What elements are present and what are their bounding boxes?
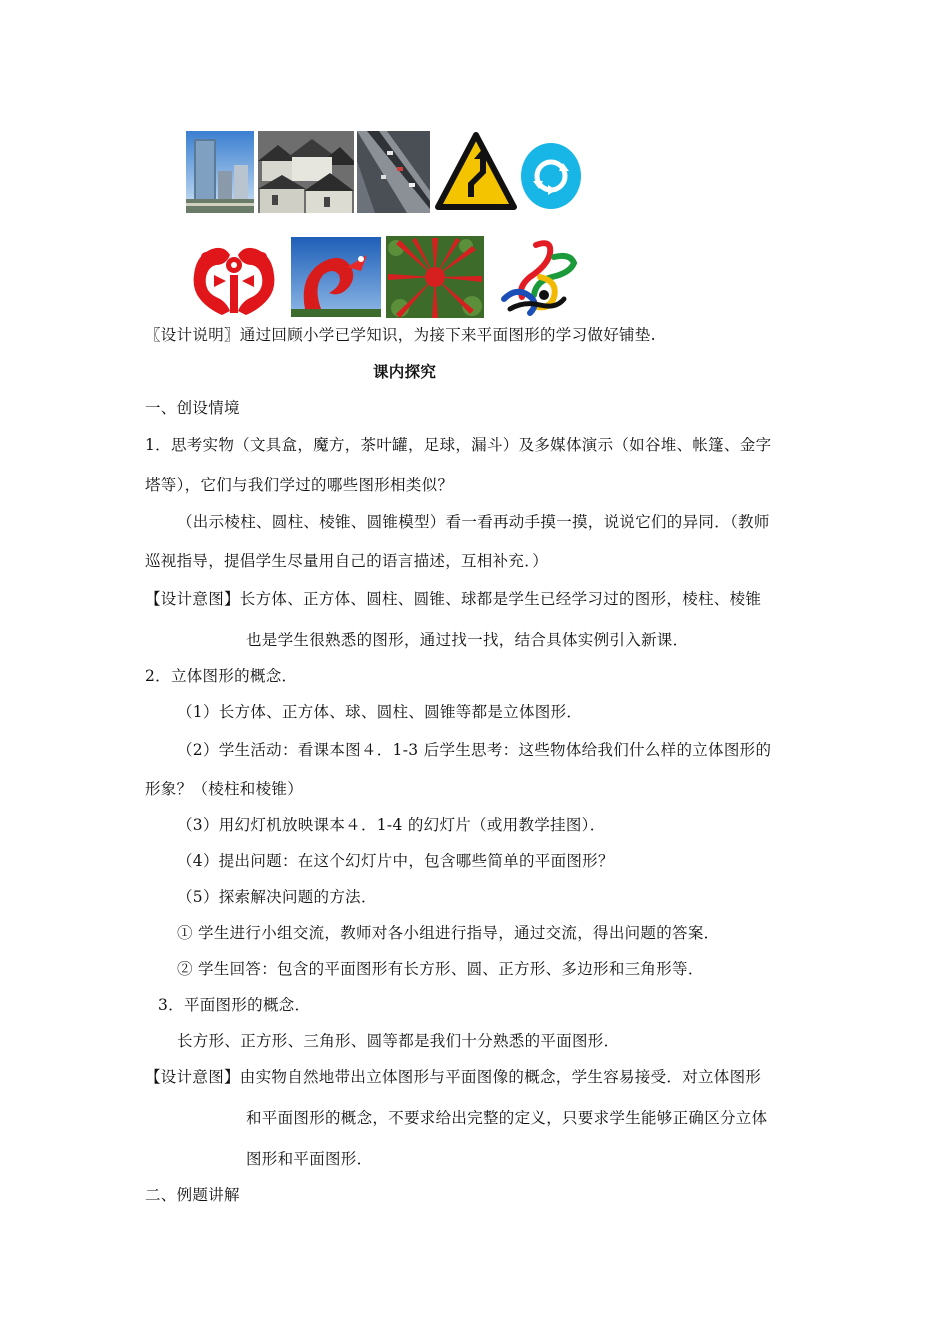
item1-para2-line1: （出示棱柱、圆柱、棱锥、圆锥模型）看一看再动手摸一摸，说说它们的异同．（教师 [177, 513, 770, 531]
part1-heading: 一、创设情境 [145, 399, 240, 417]
highway-photo [357, 131, 430, 213]
starfish-photo [386, 236, 484, 318]
design-intent-2-line3: 图形和平面图形． [246, 1150, 373, 1168]
winding-road-sign-icon [434, 131, 518, 213]
red-sculpture-photo [291, 237, 381, 317]
papercut-dragons-image [186, 235, 282, 318]
design-intent-1-line2: 也是学生很熟悉的图形，通过找一找，结合具体实例引入新课． [246, 631, 689, 649]
design-note: 〖设计说明〗通过回顾小学已学知识，为接下来平面图形的学习做好铺垫. [145, 326, 656, 344]
item1-line1: 1．思考实物（文具盒，魔方，茶叶罐，足球，漏斗）及多媒体演示（如谷堆、帐篷、金字 [145, 436, 772, 454]
design-intent-2-line1: 【设计意图】由实物自然地带出立体图形与平面图像的概念，学生容易接受．对立体图形 [145, 1068, 762, 1086]
ribbon-logo-image [500, 237, 580, 319]
item1-line2: 塔等），它们与我们学过的哪些图形相类似？ [145, 476, 454, 494]
design-intent-1-line1: 【设计意图】长方体、正方体、圆柱、圆锥、球都是学生已经学习过的图形，棱柱、棱锥 [145, 590, 762, 608]
item2-step2-line1: （2）学生活动：看课本图４．1-3 后学生思考：这些物体给我们什么样的立体图形的 [177, 741, 772, 759]
roundabout-sign-icon [520, 141, 582, 211]
item2-circle1: ① 学生进行小组交流，教师对各小组进行指导，通过交流，得出问题的答案． [177, 924, 720, 942]
item2-step4: （4）提出问题：在这个幻灯片中，包含哪些简单的平面图形？ [177, 852, 614, 870]
item1-para2-line2: 巡视指导，提倡学生尽量用自己的语言描述，互相补充．） [145, 552, 549, 570]
item2-heading: 2．立体图形的概念． [145, 667, 298, 685]
item3-text: 长方形、正方形、三角形、圆等都是我们十分熟悉的平面图形． [177, 1032, 620, 1050]
village-roofs-photo [258, 131, 354, 213]
part2-heading: 二、例题讲解 [145, 1186, 240, 1204]
section-title: 课内探究 [373, 362, 437, 381]
design-intent-2-line2: 和平面图形的概念，不要求给出完整的定义，只要求学生能够正确区分立体 [246, 1109, 768, 1127]
item2-step1: （1）长方体、正方体、球、圆柱、圆锥等都是立体图形． [177, 703, 583, 721]
item2-step5: （5）探索解决问题的方法． [177, 888, 377, 906]
item2-circle2: ② 学生回答：包含的平面图形有长方形、圆、正方形、多边形和三角形等． [177, 960, 704, 978]
item2-step2-line2: 形象？（棱柱和棱锥） [145, 780, 304, 798]
item3-heading: 3．平面图形的概念． [158, 996, 311, 1014]
building-photo [186, 131, 254, 213]
item2-step3: （3）用幻灯机放映课本４．1-4 的幻灯片（或用教学挂图）． [177, 816, 606, 834]
